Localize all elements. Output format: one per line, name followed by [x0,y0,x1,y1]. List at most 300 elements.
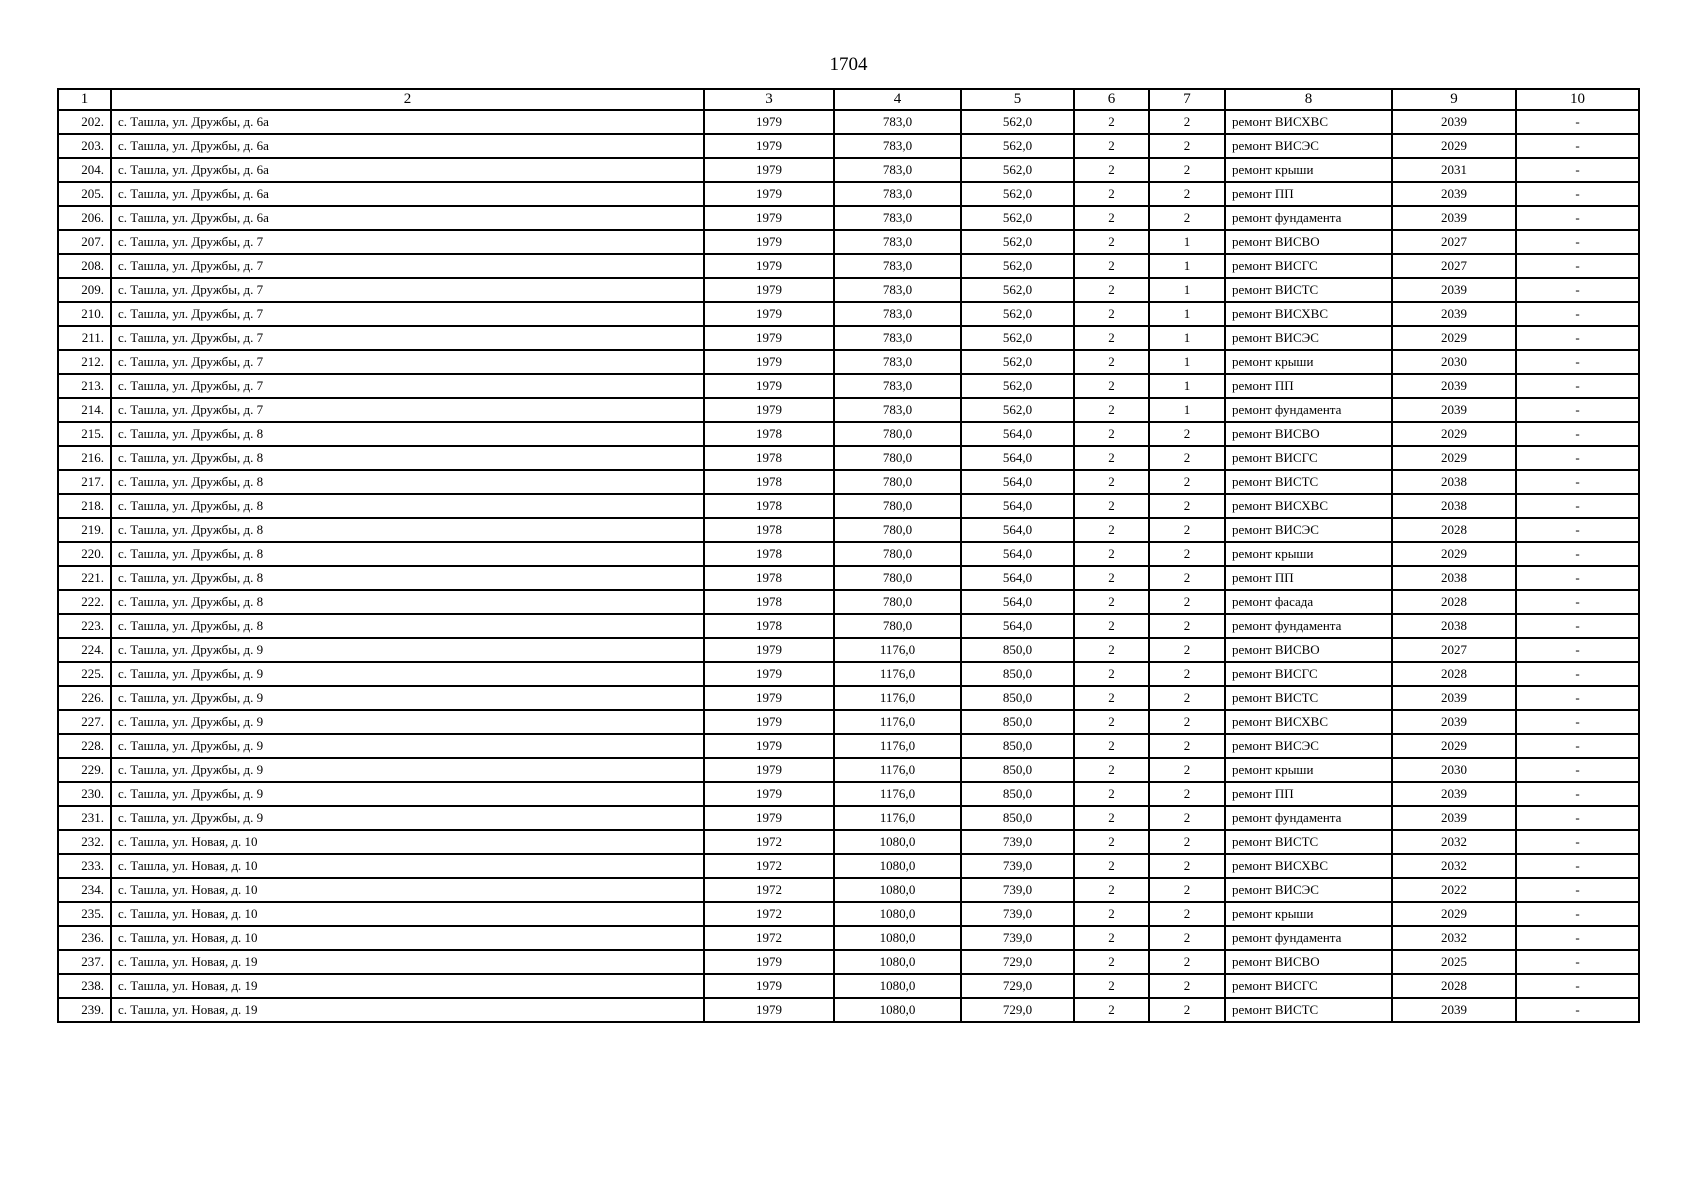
cell-planned-year: 2029 [1392,422,1516,446]
cell-cost: - [1516,590,1639,614]
cell-row-number: 230. [58,782,111,806]
cell-planned-year: 2029 [1392,734,1516,758]
cell-work-type: ремонт ВИСХВС [1225,854,1392,878]
cell-cost: - [1516,998,1639,1022]
cell-entrances: 1 [1149,374,1225,398]
cell-entrances: 2 [1149,710,1225,734]
cell-row-number: 208. [58,254,111,278]
cell-address: с. Ташла, ул. Дружбы, д. 8 [111,422,704,446]
cell-work-type: ремонт ПП [1225,182,1392,206]
cell-work-type: ремонт фундамента [1225,806,1392,830]
cell-living-area: 739,0 [961,926,1074,950]
cell-planned-year: 2030 [1392,758,1516,782]
cell-planned-year: 2039 [1392,398,1516,422]
cell-floors: 2 [1074,974,1149,998]
cell-address: с. Ташла, ул. Дружбы, д. 9 [111,662,704,686]
cell-year-built: 1979 [704,686,834,710]
cell-row-number: 231. [58,806,111,830]
cell-entrances: 2 [1149,590,1225,614]
cell-planned-year: 2031 [1392,158,1516,182]
cell-row-number: 220. [58,542,111,566]
cell-year-built: 1979 [704,398,834,422]
column-header: 7 [1149,89,1225,110]
cell-living-area: 850,0 [961,662,1074,686]
cell-cost: - [1516,470,1639,494]
header-row [58,89,1639,110]
cell-work-type: ремонт ВИСГС [1225,446,1392,470]
cell-row-number: 209. [58,278,111,302]
cell-floors: 2 [1074,446,1149,470]
cell-work-type: ремонт ВИСГС [1225,974,1392,998]
table-row [58,902,1639,926]
cell-address: с. Ташла, ул. Дружбы, д. 9 [111,686,704,710]
cell-year-built: 1979 [704,998,834,1022]
cell-living-area: 850,0 [961,806,1074,830]
cell-total-area: 783,0 [834,374,961,398]
cell-total-area: 1080,0 [834,854,961,878]
cell-row-number: 204. [58,158,111,182]
table-row [58,398,1639,422]
cell-address: с. Ташла, ул. Дружбы, д. 8 [111,470,704,494]
cell-address: с. Ташла, ул. Новая, д. 10 [111,830,704,854]
cell-total-area: 1176,0 [834,638,961,662]
cell-living-area: 562,0 [961,326,1074,350]
cell-living-area: 562,0 [961,374,1074,398]
cell-total-area: 780,0 [834,542,961,566]
cell-entrances: 2 [1149,566,1225,590]
cell-planned-year: 2029 [1392,902,1516,926]
cell-entrances: 2 [1149,110,1225,134]
cell-row-number: 210. [58,302,111,326]
cell-cost: - [1516,398,1639,422]
cell-planned-year: 2039 [1392,110,1516,134]
cell-year-built: 1979 [704,206,834,230]
cell-planned-year: 2032 [1392,830,1516,854]
table-row [58,758,1639,782]
cell-year-built: 1979 [704,182,834,206]
cell-row-number: 207. [58,230,111,254]
cell-floors: 2 [1074,782,1149,806]
cell-floors: 2 [1074,854,1149,878]
cell-work-type: ремонт крыши [1225,350,1392,374]
cell-planned-year: 2039 [1392,374,1516,398]
cell-planned-year: 2027 [1392,638,1516,662]
cell-row-number: 233. [58,854,111,878]
cell-entrances: 2 [1149,422,1225,446]
cell-work-type: ремонт фундамента [1225,398,1392,422]
cell-entrances: 1 [1149,398,1225,422]
cell-total-area: 1080,0 [834,830,961,854]
cell-total-area: 780,0 [834,518,961,542]
cell-row-number: 212. [58,350,111,374]
cell-living-area: 564,0 [961,614,1074,638]
cell-total-area: 780,0 [834,494,961,518]
cell-row-number: 215. [58,422,111,446]
cell-year-built: 1979 [704,662,834,686]
cell-address: с. Ташла, ул. Дружбы, д. 8 [111,518,704,542]
cell-address: с. Ташла, ул. Новая, д. 10 [111,902,704,926]
cell-work-type: ремонт крыши [1225,158,1392,182]
cell-total-area: 1080,0 [834,902,961,926]
table-row [58,494,1639,518]
cell-work-type: ремонт ВИСВО [1225,230,1392,254]
cell-planned-year: 2028 [1392,662,1516,686]
table-row [58,950,1639,974]
cell-address: с. Ташла, ул. Дружбы, д. 8 [111,494,704,518]
cell-cost: - [1516,662,1639,686]
cell-planned-year: 2027 [1392,230,1516,254]
cell-planned-year: 2038 [1392,470,1516,494]
cell-work-type: ремонт фундамента [1225,926,1392,950]
cell-entrances: 2 [1149,158,1225,182]
cell-total-area: 783,0 [834,110,961,134]
cell-entrances: 2 [1149,494,1225,518]
cell-year-built: 1978 [704,542,834,566]
cell-total-area: 783,0 [834,254,961,278]
cell-planned-year: 2039 [1392,710,1516,734]
cell-work-type: ремонт фундамента [1225,206,1392,230]
table-row [58,350,1639,374]
cell-living-area: 562,0 [961,206,1074,230]
cell-planned-year: 2028 [1392,974,1516,998]
cell-floors: 2 [1074,470,1149,494]
cell-cost: - [1516,518,1639,542]
cell-address: с. Ташла, ул. Дружбы, д. 7 [111,374,704,398]
cell-work-type: ремонт фасада [1225,590,1392,614]
cell-floors: 2 [1074,710,1149,734]
table-row [58,446,1639,470]
cell-row-number: 237. [58,950,111,974]
cell-work-type: ремонт ПП [1225,374,1392,398]
cell-work-type: ремонт крыши [1225,902,1392,926]
cell-address: с. Ташла, ул. Новая, д. 10 [111,926,704,950]
cell-row-number: 218. [58,494,111,518]
table-row [58,206,1639,230]
cell-planned-year: 2039 [1392,302,1516,326]
repair-schedule-table [57,88,1640,1023]
table-row [58,590,1639,614]
cell-total-area: 780,0 [834,470,961,494]
table-row [58,734,1639,758]
cell-entrances: 2 [1149,614,1225,638]
cell-year-built: 1979 [704,230,834,254]
cell-year-built: 1978 [704,614,834,638]
cell-entrances: 2 [1149,854,1225,878]
table-row [58,278,1639,302]
cell-cost: - [1516,566,1639,590]
cell-year-built: 1972 [704,902,834,926]
cell-entrances: 2 [1149,806,1225,830]
cell-work-type: ремонт ВИСТС [1225,686,1392,710]
cell-year-built: 1972 [704,926,834,950]
cell-living-area: 850,0 [961,782,1074,806]
column-header: 5 [961,89,1074,110]
cell-work-type: ремонт ПП [1225,566,1392,590]
cell-cost: - [1516,110,1639,134]
cell-entrances: 2 [1149,758,1225,782]
cell-living-area: 850,0 [961,638,1074,662]
cell-work-type: ремонт ВИСГС [1225,662,1392,686]
cell-total-area: 783,0 [834,182,961,206]
cell-entrances: 1 [1149,254,1225,278]
cell-row-number: 228. [58,734,111,758]
cell-planned-year: 2032 [1392,854,1516,878]
cell-address: с. Ташла, ул. Новая, д. 10 [111,854,704,878]
cell-year-built: 1979 [704,974,834,998]
table-row [58,254,1639,278]
cell-work-type: ремонт ВИСЭС [1225,134,1392,158]
cell-work-type: ремонт ВИСГС [1225,254,1392,278]
cell-work-type: ремонт ВИСЭС [1225,326,1392,350]
cell-total-area: 1080,0 [834,878,961,902]
cell-row-number: 203. [58,134,111,158]
cell-entrances: 2 [1149,782,1225,806]
table-row [58,374,1639,398]
cell-entrances: 2 [1149,662,1225,686]
cell-work-type: ремонт ВИСТС [1225,998,1392,1022]
cell-year-built: 1978 [704,566,834,590]
cell-address: с. Ташла, ул. Дружбы, д. 7 [111,278,704,302]
cell-cost: - [1516,278,1639,302]
cell-address: с. Ташла, ул. Дружбы, д. 9 [111,806,704,830]
cell-cost: - [1516,302,1639,326]
table-row [58,230,1639,254]
cell-floors: 2 [1074,302,1149,326]
cell-year-built: 1979 [704,254,834,278]
cell-address: с. Ташла, ул. Дружбы, д. 9 [111,710,704,734]
cell-row-number: 224. [58,638,111,662]
table-row [58,542,1639,566]
table-row [58,422,1639,446]
cell-year-built: 1978 [704,494,834,518]
table-row [58,518,1639,542]
cell-work-type: ремонт ВИСТС [1225,830,1392,854]
cell-total-area: 783,0 [834,326,961,350]
cell-planned-year: 2038 [1392,566,1516,590]
cell-floors: 2 [1074,566,1149,590]
cell-entrances: 2 [1149,902,1225,926]
cell-total-area: 1176,0 [834,662,961,686]
cell-work-type: ремонт ВИСЭС [1225,878,1392,902]
cell-year-built: 1978 [704,446,834,470]
cell-year-built: 1979 [704,278,834,302]
cell-year-built: 1978 [704,518,834,542]
cell-address: с. Ташла, ул. Дружбы, д. 9 [111,638,704,662]
cell-total-area: 783,0 [834,206,961,230]
cell-living-area: 564,0 [961,470,1074,494]
cell-year-built: 1979 [704,374,834,398]
cell-work-type: ремонт ВИСХВС [1225,494,1392,518]
cell-planned-year: 2039 [1392,998,1516,1022]
cell-cost: - [1516,878,1639,902]
cell-cost: - [1516,686,1639,710]
cell-total-area: 783,0 [834,398,961,422]
cell-cost: - [1516,230,1639,254]
cell-planned-year: 2022 [1392,878,1516,902]
column-header: 1 [58,89,111,110]
cell-floors: 2 [1074,374,1149,398]
cell-cost: - [1516,326,1639,350]
table-row [58,782,1639,806]
cell-living-area: 564,0 [961,446,1074,470]
cell-living-area: 562,0 [961,398,1074,422]
cell-cost: - [1516,350,1639,374]
column-header: 2 [111,89,704,110]
cell-entrances: 1 [1149,326,1225,350]
cell-year-built: 1979 [704,110,834,134]
cell-planned-year: 2039 [1392,182,1516,206]
cell-total-area: 783,0 [834,158,961,182]
cell-address: с. Ташла, ул. Новая, д. 19 [111,974,704,998]
cell-living-area: 562,0 [961,350,1074,374]
cell-cost: - [1516,734,1639,758]
cell-planned-year: 2027 [1392,254,1516,278]
cell-floors: 2 [1074,206,1149,230]
cell-row-number: 232. [58,830,111,854]
cell-floors: 2 [1074,422,1149,446]
cell-row-number: 234. [58,878,111,902]
cell-living-area: 850,0 [961,710,1074,734]
column-header: 9 [1392,89,1516,110]
cell-work-type: ремонт ВИСЭС [1225,518,1392,542]
cell-floors: 2 [1074,830,1149,854]
cell-year-built: 1978 [704,590,834,614]
cell-floors: 2 [1074,878,1149,902]
cell-cost: - [1516,926,1639,950]
cell-floors: 2 [1074,518,1149,542]
table-row [58,974,1639,998]
cell-living-area: 850,0 [961,734,1074,758]
column-header: 3 [704,89,834,110]
table-row [58,686,1639,710]
cell-cost: - [1516,806,1639,830]
table-row [58,566,1639,590]
cell-address: с. Ташла, ул. Дружбы, д. 7 [111,254,704,278]
table-row [58,134,1639,158]
cell-planned-year: 2039 [1392,206,1516,230]
cell-floors: 2 [1074,926,1149,950]
cell-address: с. Ташла, ул. Дружбы, д. 7 [111,326,704,350]
cell-work-type: ремонт крыши [1225,542,1392,566]
cell-entrances: 1 [1149,230,1225,254]
cell-work-type: ремонт крыши [1225,758,1392,782]
cell-floors: 2 [1074,110,1149,134]
cell-planned-year: 2028 [1392,590,1516,614]
cell-planned-year: 2038 [1392,494,1516,518]
cell-entrances: 1 [1149,350,1225,374]
cell-cost: - [1516,854,1639,878]
cell-entrances: 2 [1149,470,1225,494]
table-row [58,830,1639,854]
cell-address: с. Ташла, ул. Новая, д. 10 [111,878,704,902]
column-header: 10 [1516,89,1639,110]
cell-year-built: 1979 [704,134,834,158]
cell-row-number: 221. [58,566,111,590]
cell-living-area: 564,0 [961,494,1074,518]
cell-planned-year: 2039 [1392,686,1516,710]
cell-address: с. Ташла, ул. Дружбы, д. 6а [111,206,704,230]
cell-address: с. Ташла, ул. Дружбы, д. 8 [111,446,704,470]
cell-address: с. Ташла, ул. Новая, д. 19 [111,950,704,974]
cell-living-area: 739,0 [961,830,1074,854]
cell-row-number: 223. [58,614,111,638]
cell-floors: 2 [1074,494,1149,518]
cell-floors: 2 [1074,734,1149,758]
cell-address: с. Ташла, ул. Дружбы, д. 9 [111,758,704,782]
cell-cost: - [1516,446,1639,470]
cell-cost: - [1516,830,1639,854]
cell-work-type: ремонт ВИСХВС [1225,302,1392,326]
table-row [58,710,1639,734]
cell-cost: - [1516,758,1639,782]
cell-living-area: 564,0 [961,590,1074,614]
cell-entrances: 2 [1149,134,1225,158]
cell-year-built: 1979 [704,638,834,662]
cell-row-number: 236. [58,926,111,950]
cell-planned-year: 2028 [1392,518,1516,542]
cell-year-built: 1979 [704,710,834,734]
cell-planned-year: 2029 [1392,134,1516,158]
column-header: 6 [1074,89,1149,110]
column-header: 8 [1225,89,1392,110]
cell-living-area: 564,0 [961,542,1074,566]
cell-planned-year: 2029 [1392,542,1516,566]
cell-address: с. Ташла, ул. Дружбы, д. 7 [111,398,704,422]
cell-cost: - [1516,422,1639,446]
cell-total-area: 780,0 [834,614,961,638]
cell-living-area: 562,0 [961,110,1074,134]
cell-living-area: 564,0 [961,566,1074,590]
table-row [58,470,1639,494]
cell-row-number: 202. [58,110,111,134]
cell-entrances: 2 [1149,950,1225,974]
cell-planned-year: 2030 [1392,350,1516,374]
cell-floors: 2 [1074,638,1149,662]
cell-cost: - [1516,710,1639,734]
cell-row-number: 226. [58,686,111,710]
cell-entrances: 2 [1149,878,1225,902]
cell-row-number: 205. [58,182,111,206]
cell-living-area: 562,0 [961,158,1074,182]
cell-cost: - [1516,638,1639,662]
cell-living-area: 729,0 [961,950,1074,974]
cell-floors: 2 [1074,398,1149,422]
table-row [58,614,1639,638]
cell-entrances: 2 [1149,974,1225,998]
table-row [58,158,1639,182]
cell-year-built: 1979 [704,302,834,326]
cell-floors: 2 [1074,542,1149,566]
cell-total-area: 783,0 [834,230,961,254]
cell-year-built: 1979 [704,326,834,350]
cell-year-built: 1979 [704,758,834,782]
cell-floors: 2 [1074,278,1149,302]
cell-cost: - [1516,782,1639,806]
cell-entrances: 2 [1149,206,1225,230]
cell-work-type: ремонт ВИСВО [1225,950,1392,974]
cell-floors: 2 [1074,350,1149,374]
cell-row-number: 219. [58,518,111,542]
cell-living-area: 564,0 [961,518,1074,542]
cell-entrances: 2 [1149,542,1225,566]
cell-total-area: 1080,0 [834,950,961,974]
cell-floors: 2 [1074,326,1149,350]
cell-year-built: 1972 [704,854,834,878]
cell-total-area: 783,0 [834,134,961,158]
cell-cost: - [1516,254,1639,278]
cell-floors: 2 [1074,998,1149,1022]
cell-living-area: 729,0 [961,998,1074,1022]
